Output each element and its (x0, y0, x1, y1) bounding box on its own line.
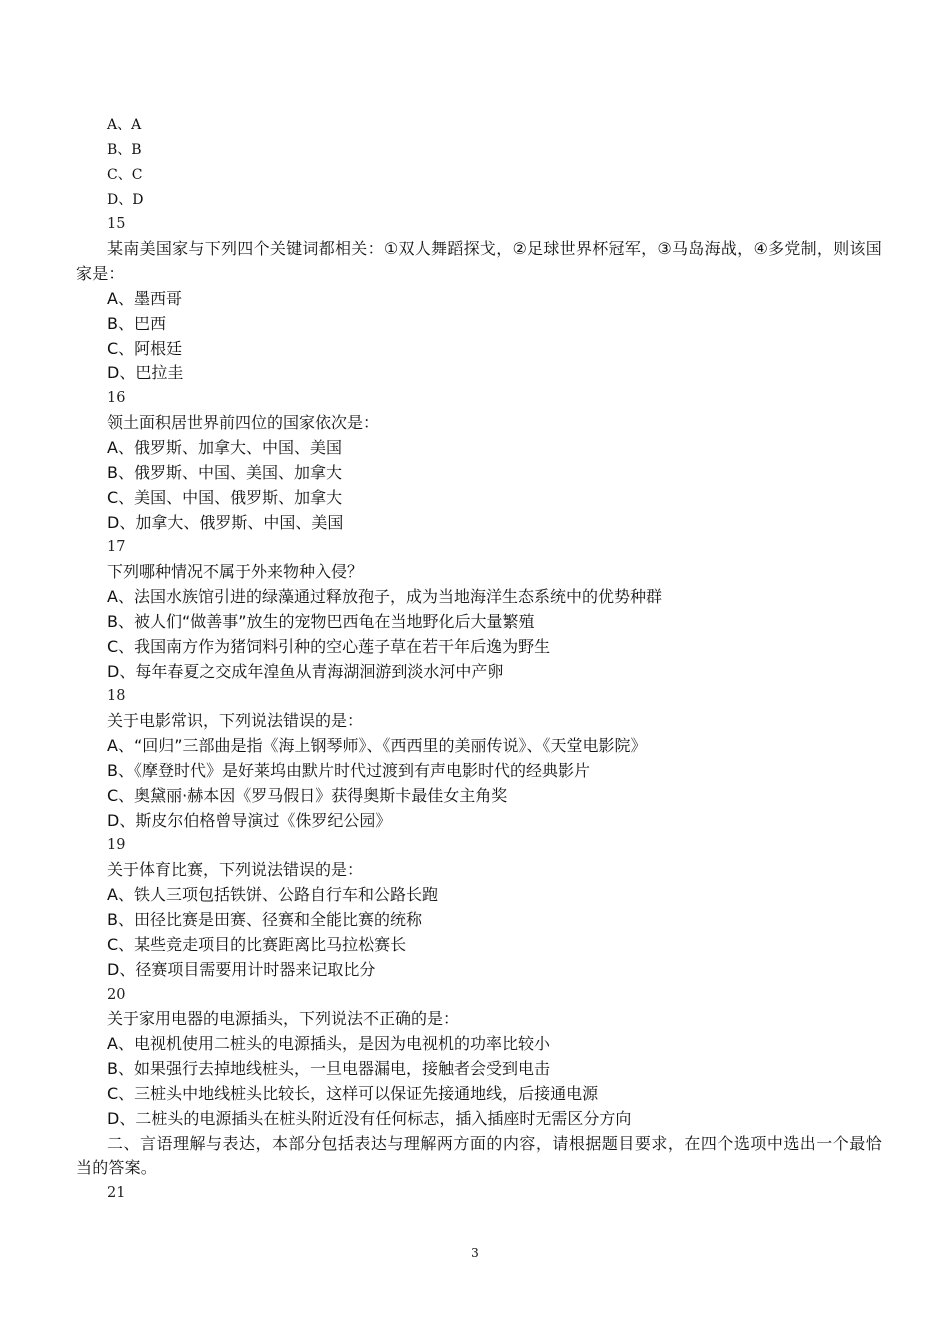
option-d: D、斯皮尔伯格曾导演过《侏罗纪公园》 (107, 810, 392, 830)
question-number: 19 (107, 837, 126, 854)
option-c: C、三桩头中地线桩头比较长，这样可以保证先接通地线，后接通电源 (107, 1083, 599, 1103)
option-b: B、巴西 (107, 313, 166, 333)
question-number: 18 (107, 688, 126, 705)
question-15 (76, 212, 882, 386)
question-number: 17 (107, 539, 126, 556)
question-18 (76, 684, 882, 833)
option-d: D、巴拉圭 (107, 363, 184, 383)
option-d: D、二桩头的电源插头在桩头附近没有任何标志，插入插座时无需区分方向 (107, 1108, 632, 1128)
page-content (76, 113, 882, 1206)
option-c: C、阿根廷 (107, 338, 183, 358)
question-number: 16 (107, 390, 126, 407)
option-d: D、径赛项目需要用计时器来记取比分 (107, 959, 376, 979)
question-number: 21 (107, 1185, 126, 1202)
question-stem: 关于电影常识，下列说法错误的是： (107, 711, 364, 731)
section-2-intro: 二、言语理解与表达，本部分包括表达与理解两方面的内容，请根据题目要求，在四个选项中选出一个最恰当的答案。 (76, 1133, 882, 1178)
question-number: 20 (107, 986, 126, 1003)
option-c: C、美国、中国、俄罗斯、加拿大 (107, 487, 343, 507)
option-b: B、田径比赛是田赛、径赛和全能比赛的统称 (107, 910, 422, 929)
option-b: B、被人们“做善事”放生的宠物巴西龟在当地野化后大量繁殖 (107, 611, 535, 631)
question-16 (76, 386, 882, 535)
q14-option-d: D、D (107, 191, 144, 208)
option-a: A、“回归”三部曲是指《海上钢琴师》、《西西里的美丽传说》、《天堂电影院》 (107, 736, 647, 756)
option-a: A、铁人三项包括铁饼、公路自行车和公路长跑 (107, 885, 438, 905)
q14-option-a: A、A (107, 117, 142, 133)
option-c: C、奥黛丽·赫本因《罗马假日》获得奥斯卡最佳女主角奖 (107, 785, 508, 805)
q14-option-b: B、B (107, 141, 142, 158)
question-stem: 某南美国家与下列四个关键词都相关：①双人舞蹈探戈，②足球世界杯冠军，③马岛海战，④多党制，则该国家是： (76, 239, 882, 284)
option-c: C、我国南方作为猪饲料引种的空心莲子草在若干年后逸为野生 (107, 636, 551, 656)
question-stem: 关于体育比赛，下列说法错误的是： (107, 860, 364, 880)
question-stem: 下列哪种情况不属于外来物种入侵？ (107, 562, 364, 582)
question-19 (76, 833, 882, 982)
option-c: C、某些竞走项目的比赛距离比马拉松赛长 (107, 934, 407, 954)
q14-option-c: C、C (107, 166, 143, 183)
option-b: B、《摩登时代》是好莱坞由默片时代过渡到有声电影时代的经典影片 (107, 760, 590, 780)
q14-option-list (76, 113, 882, 212)
question-17 (76, 535, 882, 684)
option-b: B、俄罗斯、中国、美国、加拿大 (107, 462, 342, 482)
question-stem: 关于家用电器的电源插头，下列说法不正确的是： (107, 1009, 460, 1029)
option-a: A、俄罗斯、加拿大、中国、美国 (107, 437, 342, 457)
section-2 (76, 1132, 882, 1207)
page-number: 3 (471, 1246, 479, 1260)
option-b: B、如果强行去掉地线桩头，一旦电器漏电，接触者会受到电击 (107, 1059, 550, 1079)
option-a: A、电视机使用二桩头的电源插头，是因为电视机的功率比较小 (107, 1034, 550, 1054)
question-20 (76, 983, 882, 1132)
option-d: D、每年春夏之交成年湟鱼从青海湖洄游到淡水河中产卵 (107, 661, 504, 681)
option-d: D、加拿大、俄罗斯、中国、美国 (107, 512, 344, 532)
option-a: A、墨西哥 (107, 288, 182, 308)
question-number: 15 (107, 216, 126, 233)
question-stem: 领土面积居世界前四位的国家依次是： (107, 413, 380, 433)
option-a: A、法国水族馆引进的绿藻通过释放孢子，成为当地海洋生态系统中的优势种群 (107, 587, 662, 607)
